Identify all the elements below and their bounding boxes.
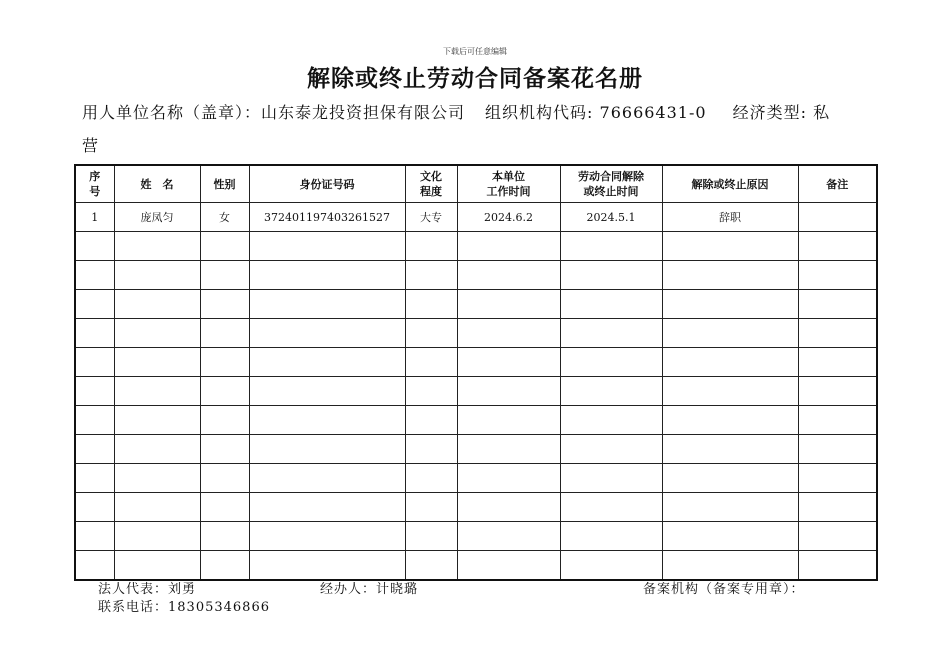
table-cell (560, 261, 662, 290)
table-cell (560, 348, 662, 377)
table-cell (457, 348, 560, 377)
table-cell (798, 261, 877, 290)
table-cell (75, 551, 114, 581)
table-cell: 庞凤匀 (114, 203, 200, 232)
table-cell (457, 551, 560, 581)
table-cell (200, 522, 249, 551)
table-cell (798, 203, 877, 232)
table-cell (249, 522, 405, 551)
column-header-line2: 程度 (420, 185, 442, 198)
table-cell (75, 435, 114, 464)
table-cell (457, 464, 560, 493)
table-cell (114, 290, 200, 319)
table-cell (798, 232, 877, 261)
table-cell (560, 406, 662, 435)
table-cell (200, 435, 249, 464)
table-cell (662, 348, 798, 377)
table-cell (405, 406, 457, 435)
employer-info (82, 96, 882, 162)
table-row (75, 290, 877, 319)
table-cell (249, 551, 405, 581)
table-cell (75, 464, 114, 493)
table-cell (405, 435, 457, 464)
org-code-label: 组织机构代码: (485, 103, 594, 122)
table-cell (200, 261, 249, 290)
table-cell (560, 232, 662, 261)
table-cell (75, 522, 114, 551)
table-cell (75, 261, 114, 290)
table-cell (457, 290, 560, 319)
table-row (75, 232, 877, 261)
table-cell (249, 261, 405, 290)
table-cell (405, 348, 457, 377)
column-header-line1: 序 (89, 170, 101, 183)
handler: 经办人：计晓璐 (320, 582, 419, 597)
table-cell (75, 348, 114, 377)
table-cell (560, 435, 662, 464)
table-row (75, 261, 877, 290)
table-row (75, 319, 877, 348)
table-cell (249, 232, 405, 261)
table-cell (114, 551, 200, 581)
column-header (457, 165, 560, 203)
table-cell (662, 435, 798, 464)
table-cell (114, 319, 200, 348)
table-cell (798, 290, 877, 319)
table-cell (200, 406, 249, 435)
table-cell (114, 522, 200, 551)
table-cell (560, 319, 662, 348)
table-cell (75, 319, 114, 348)
table-cell (75, 493, 114, 522)
column-header (560, 165, 662, 203)
table-cell (457, 232, 560, 261)
table-cell: 2024.5.1 (560, 203, 662, 232)
table-cell (200, 377, 249, 406)
table-cell (200, 493, 249, 522)
contact-phone: 联系电话：18305346866 (98, 600, 270, 615)
table-cell (457, 435, 560, 464)
header-note: 下载后可任意编辑 (443, 47, 507, 56)
column-header-line1: 文化 (420, 170, 442, 183)
table-row (75, 551, 877, 581)
column-header-line1: 本单位 (492, 170, 525, 183)
table-cell (798, 348, 877, 377)
column-header (114, 165, 200, 203)
table-cell (200, 348, 249, 377)
column-header-line2: 或终止时间 (583, 185, 639, 198)
column-header (405, 165, 457, 203)
table-cell (560, 290, 662, 319)
termination-roster-table (74, 164, 878, 581)
org-code: 76666431-0 (599, 103, 707, 122)
table-cell (405, 551, 457, 581)
table-cell (457, 261, 560, 290)
column-header (200, 165, 249, 203)
column-header-line1: 姓 名 (140, 177, 174, 191)
column-header-line1: 性别 (213, 177, 236, 191)
table-cell (457, 522, 560, 551)
table-cell (75, 232, 114, 261)
table-cell (798, 464, 877, 493)
table-cell (798, 522, 877, 551)
table-cell (662, 493, 798, 522)
econ-type-rest: 营 (82, 136, 100, 155)
table-cell (114, 377, 200, 406)
table-cell (405, 377, 457, 406)
table-cell (405, 464, 457, 493)
table-cell (560, 522, 662, 551)
table-cell (405, 319, 457, 348)
table-cell (200, 464, 249, 493)
table-cell (662, 319, 798, 348)
document-title: 解除或终止劳动合同备案花名册 (307, 66, 643, 92)
table-cell (457, 377, 560, 406)
table-cell (798, 435, 877, 464)
table-cell (662, 232, 798, 261)
econ-type-label: 经济类型: (732, 103, 807, 122)
table-cell (249, 464, 405, 493)
table-cell (114, 435, 200, 464)
table-cell (798, 551, 877, 581)
table-cell (249, 290, 405, 319)
table-cell (114, 464, 200, 493)
table-cell (662, 522, 798, 551)
table-cell: 大专 (405, 203, 457, 232)
table-cell (662, 261, 798, 290)
table-cell (662, 290, 798, 319)
table-row (75, 464, 877, 493)
table-cell (114, 493, 200, 522)
table-cell (114, 406, 200, 435)
table-cell (114, 261, 200, 290)
column-header-line2: 工作时间 (486, 185, 531, 198)
table-header-row (75, 165, 877, 203)
table-cell (75, 290, 114, 319)
table-cell (114, 348, 200, 377)
table-cell: 2024.6.2 (457, 203, 560, 232)
table-cell (798, 493, 877, 522)
table-cell (560, 377, 662, 406)
column-header (75, 165, 114, 203)
table-cell (75, 406, 114, 435)
table-cell (249, 348, 405, 377)
column-header (662, 165, 798, 203)
table-row (75, 435, 877, 464)
employer-name: 山东泰龙投资担保有限公司 (261, 103, 466, 122)
column-header-line1: 备注 (826, 177, 849, 191)
table-row (75, 406, 877, 435)
column-header (249, 165, 405, 203)
econ-type-first: 私 (813, 103, 831, 122)
table-row (75, 377, 877, 406)
table-cell (662, 464, 798, 493)
employer-name-label: 用人单位名称（盖章）： (82, 103, 262, 122)
table-cell (457, 319, 560, 348)
table-row (75, 493, 877, 522)
table-cell (662, 377, 798, 406)
table-cell: 辞职 (662, 203, 798, 232)
table-cell: 1 (75, 203, 114, 232)
table-cell (114, 232, 200, 261)
table-cell (560, 551, 662, 581)
table-cell (457, 493, 560, 522)
table-cell (249, 435, 405, 464)
table-cell: 女 (200, 203, 249, 232)
table-cell (798, 319, 877, 348)
table-cell (200, 319, 249, 348)
table-cell (249, 377, 405, 406)
table-cell (457, 406, 560, 435)
table-cell (249, 319, 405, 348)
table-cell (405, 261, 457, 290)
column-header (798, 165, 877, 203)
table-cell (75, 377, 114, 406)
table-cell (200, 290, 249, 319)
table-cell (405, 232, 457, 261)
legal-rep: 法人代表：刘勇 (98, 582, 197, 597)
table-row (75, 522, 877, 551)
table-cell (798, 406, 877, 435)
table-cell (798, 377, 877, 406)
column-header-line1: 劳动合同解除 (578, 170, 644, 183)
table-cell: 372401197403261527 (249, 203, 405, 232)
table-cell (200, 551, 249, 581)
table-cell (249, 493, 405, 522)
table-cell (662, 406, 798, 435)
table-row (75, 348, 877, 377)
table-row (75, 203, 877, 232)
table-body (75, 203, 877, 581)
table-cell (560, 464, 662, 493)
table-cell (405, 290, 457, 319)
table-cell (405, 522, 457, 551)
table-cell (560, 493, 662, 522)
table-cell (249, 406, 405, 435)
table-cell (405, 493, 457, 522)
filing-agency: 备案机构（备案专用章）： (643, 582, 805, 597)
column-header-line1: 身份证号码 (299, 177, 355, 191)
table-cell (200, 232, 249, 261)
column-header-line2: 号 (89, 185, 101, 198)
column-header-line1: 解除或终止原因 (691, 177, 769, 191)
table-cell (662, 551, 798, 581)
